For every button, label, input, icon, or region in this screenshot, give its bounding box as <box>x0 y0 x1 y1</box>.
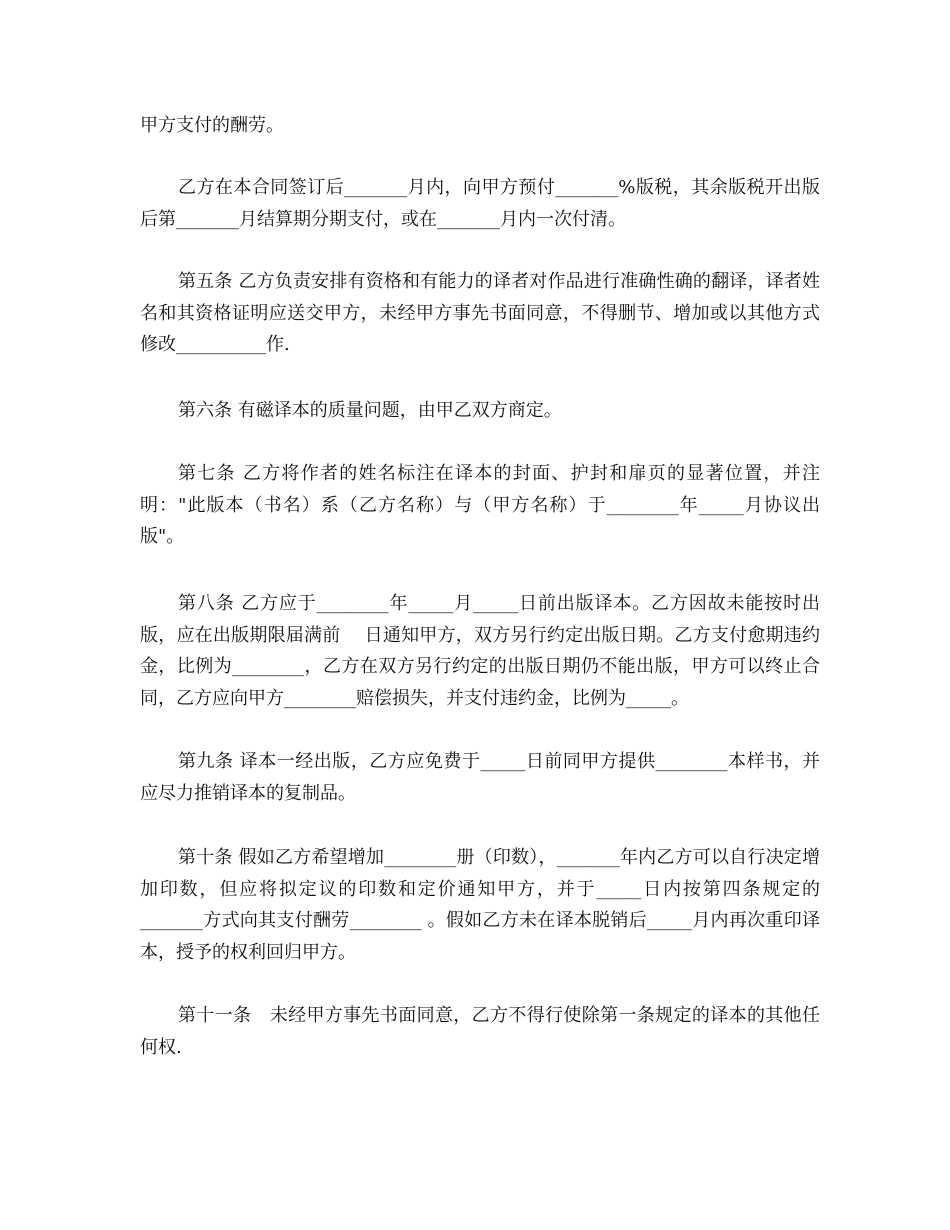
paragraph-article-6: 第六条 有磁译本的质量问题，由甲乙双方商定。 <box>178 400 562 421</box>
paragraph-article-11: 第十一条 未经甲方事先书面同意，乙方不得行使除第一条规定的译本的其他任何权. <box>140 1005 820 1058</box>
paragraph-article-8: 第八条 乙方应于________年_____月_____日前出版译本。乙方因故未能按时出版，应在出版期限届满前 日通知甲方，双方另行约定出版日期。乙方支付愈期违约金，比例为________，乙方在双方另行约定的出版日期仍不能出版，甲方可以终止合同，乙方应向甲方________赔偿损失，并支付违约金，比例为_____。 <box>140 593 820 709</box>
paragraph-article-10: 第十条 假如乙方希望增加________册（印数），_______年内乙方可以自行决定增加印数，但应将拟定议的印数和定价通知甲方，并于_____日内按第四条规定的_______方式向其支付酬劳________ 。假如乙方未在译本脱销后_____月内再次重印译本，授予的权利回归甲方。 <box>140 847 820 963</box>
paragraph-article-9: 第九条 译本一经出版，乙方应免费于_____日前同甲方提供________本样书，并应尽力推销译本的复制品。 <box>140 751 820 804</box>
paragraph-advance-payment: 乙方在本合同签订后_______月内，向甲方预付_______%版税，其余版税开出版后第_______月结算期分期支付，或在_______月内一次付清。 <box>140 177 820 230</box>
paragraph-article-5: 第五条 乙方负责安排有资格和有能力的译者对作品进行准确性确的翻译，译者姓名和其资格证明应送交甲方，未经甲方事先书面同意，不得删节、增加或以其他方式修改__________作. <box>140 271 820 355</box>
paragraph-article-7: 第七条 乙方将作者的姓名标注在译本的封面、护封和扉页的显著位置，并注明："此版本（书名）系（乙方名称）与（甲方名称）于________年_____月协议出版"。 <box>140 463 820 547</box>
paragraph-continuation: 甲方支付的酬劳。 <box>140 115 284 136</box>
